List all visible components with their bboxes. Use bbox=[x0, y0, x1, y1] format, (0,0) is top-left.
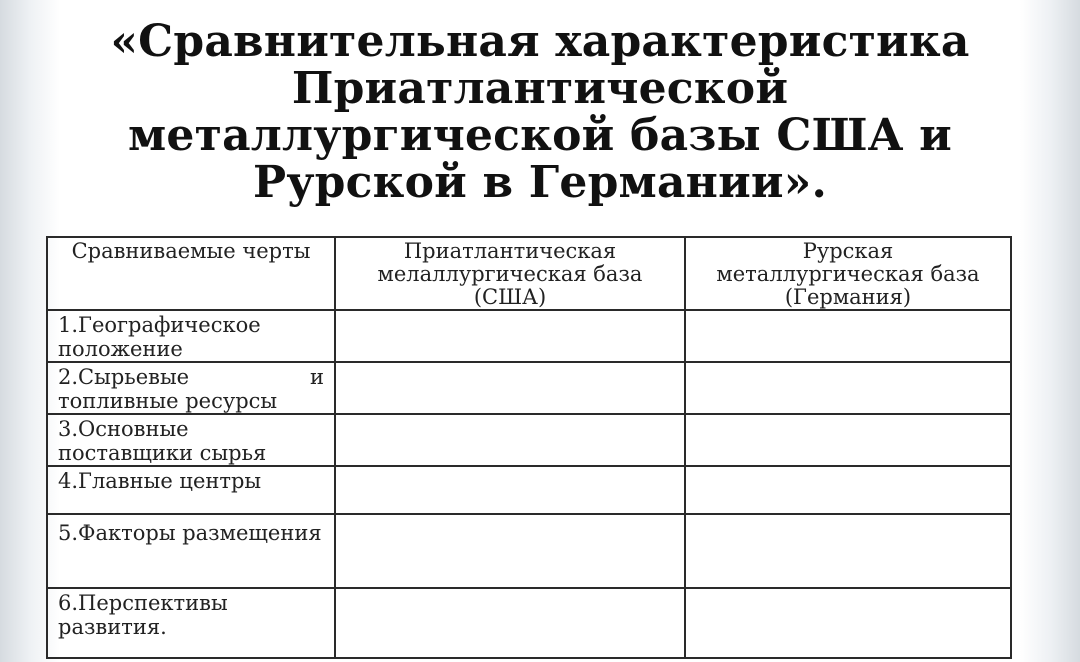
table-row bbox=[47, 466, 1011, 514]
feature-text-part: топливные ресурсы bbox=[58, 389, 278, 413]
feature-text-part: 2.Сырьевые bbox=[58, 365, 190, 389]
table-row bbox=[47, 514, 1011, 588]
header-compared-features: Сравниваемые черты bbox=[47, 237, 335, 310]
germany-cell bbox=[685, 362, 1011, 414]
feature-cell bbox=[47, 362, 335, 414]
table-row bbox=[47, 310, 1011, 362]
header-usa-base: Приатлантическая мелаллургическая база (США) bbox=[335, 237, 685, 310]
usa-cell bbox=[335, 414, 685, 466]
usa-cell bbox=[335, 310, 685, 362]
germany-cell bbox=[685, 466, 1011, 514]
germany-cell bbox=[685, 588, 1011, 658]
header-germany-base: Рурская металлургическая база (Германия) bbox=[685, 237, 1011, 310]
germany-cell bbox=[685, 514, 1011, 588]
comparison-table-container bbox=[46, 236, 1010, 659]
table-header-row bbox=[47, 237, 1011, 310]
usa-cell bbox=[335, 362, 685, 414]
germany-cell bbox=[685, 310, 1011, 362]
feature-cell: 1.Географическое положение bbox=[47, 310, 335, 362]
table-row bbox=[47, 362, 1011, 414]
comparison-table bbox=[46, 236, 1012, 659]
table-row bbox=[47, 414, 1011, 466]
feature-cell: 4.Главные центры bbox=[47, 466, 335, 514]
usa-cell bbox=[335, 466, 685, 514]
germany-cell bbox=[685, 414, 1011, 466]
usa-cell bbox=[335, 588, 685, 658]
feature-cell: 6.Перспективы развития. bbox=[47, 588, 335, 658]
usa-cell bbox=[335, 514, 685, 588]
feature-line bbox=[58, 365, 324, 389]
slide-title: «Сравнительная характеристика Приатлантической металлургической базы США и Рурской в Германии». bbox=[110, 16, 970, 208]
feature-text-part: и bbox=[310, 365, 324, 389]
feature-cell: 3.Основные поставщики сырья bbox=[47, 414, 335, 466]
feature-cell: 5.Факторы размещения bbox=[47, 514, 335, 588]
table-row bbox=[47, 588, 1011, 658]
